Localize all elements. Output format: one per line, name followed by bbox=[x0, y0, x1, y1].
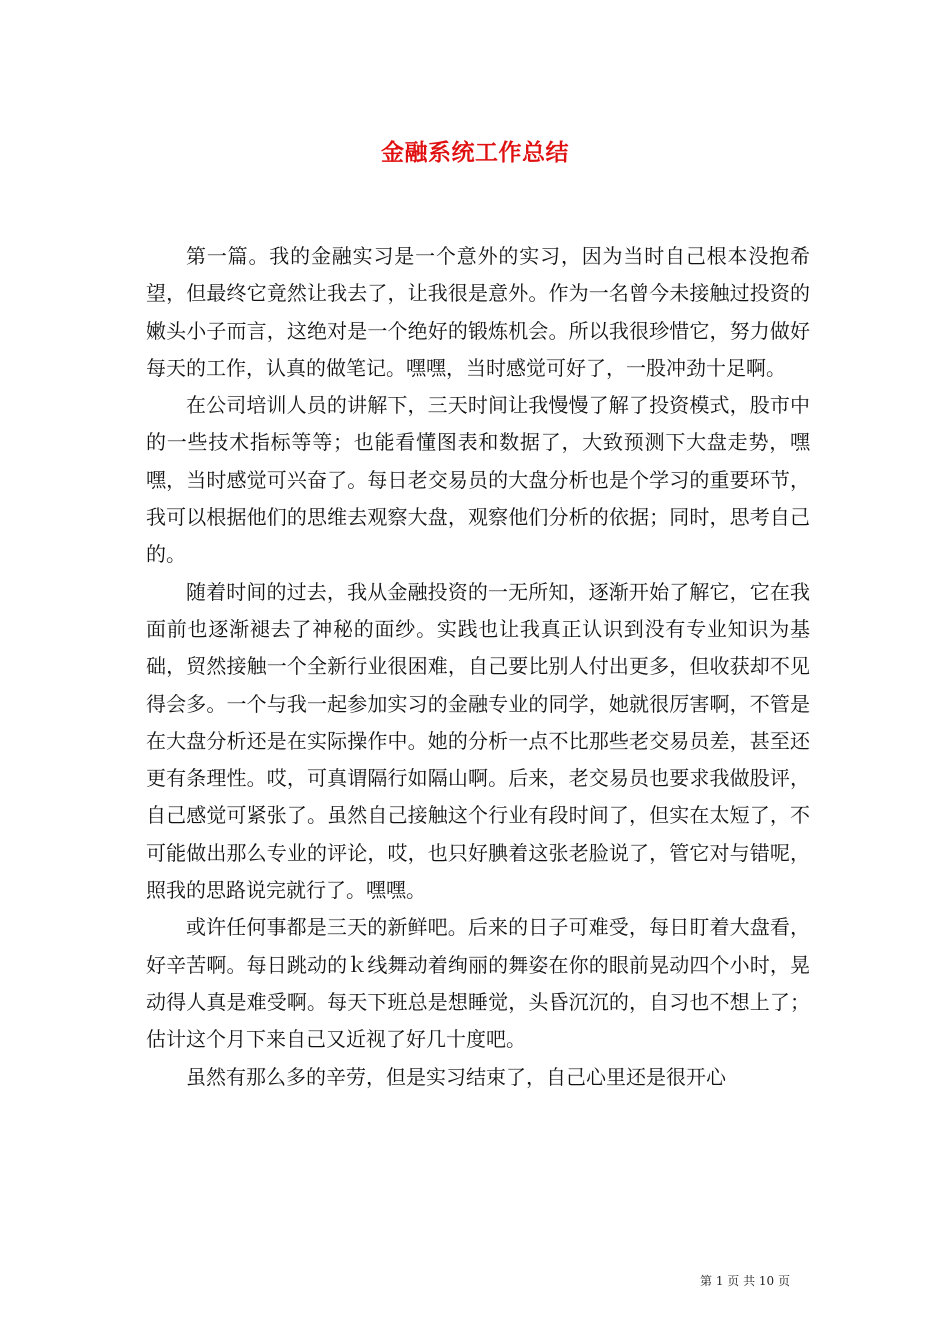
page-number-footer: 第 1 页 共 10 页 bbox=[700, 1274, 790, 1288]
document-title: 金融系统工作总结 bbox=[381, 139, 569, 166]
paragraph: 第一篇。我的金融实习是一个意外的实习，因为当时自己根本没抱希望，但最终它竟然让我去了，让我很是意外。作为一名曾今未接触过投资的嫩头小子而言，这绝对是一个绝好的锻炼机会。所以我很珍惜它，努力做好每天的工作，认真的做笔记。嘿嘿，当时感觉可好了，一股冲劲十足啊。 bbox=[146, 244, 810, 380]
paragraph: 虽然有那么多的辛劳，但是实习结束了，自己心里还是很开心 bbox=[186, 1064, 726, 1089]
paragraph: 随着时间的过去，我从金融投资的一无所知，逐渐开始了解它，它在我面前也逐渐褪去了神秘的面纱。实践也让我真正认识到没有专业知识为基础，贸然接触一个全新行业很困难，自己要比别人付出更多，但收获却不见得会多。一个与我一起参加实习的金融专业的同学，她就很厉害啊，不管是在大盘分析还是在实际操作中。她的分析一点不比那些老交易员差，甚至还更有条理性。哎，可真谓隔行如隔山啊。后来，老交易员也要求我做股评，自己感觉可紧张了。虽然自己接触这个行业有段时间了，但实在太短了，不可能做出那么专业的评论，哎，也只好腆着这张老脸说了，管它对与错呢，照我的思路说完就行了。嘿嘿。 bbox=[146, 579, 810, 903]
paragraph: 或许任何事都是三天的新鲜吧。后来的日子可难受，每日盯着大盘看，好辛苦啊。每日跳动的ｋ线舞动着绚丽的舞姿在你的眼前晃动四个小时，晃动得人真是难受啊。每天下班总是想睡觉，头昏沉沉的，自习也不想上了；估计这个月下来自己又近视了好几十度吧。 bbox=[146, 915, 810, 1052]
document-body bbox=[146, 238, 810, 1096]
paragraph: 在公司培训人员的讲解下，三天时间让我慢慢了解了投资模式，股市中的一些技术指标等等；也能看懂图表和数据了，大致预测下大盘走势，嘿嘿，当时感觉可兴奋了。每日老交易员的大盘分析也是个学习的重要环节，我可以根据他们的思维去观察大盘，观察他们分析的依据；同时，思考自己的。 bbox=[146, 393, 810, 567]
